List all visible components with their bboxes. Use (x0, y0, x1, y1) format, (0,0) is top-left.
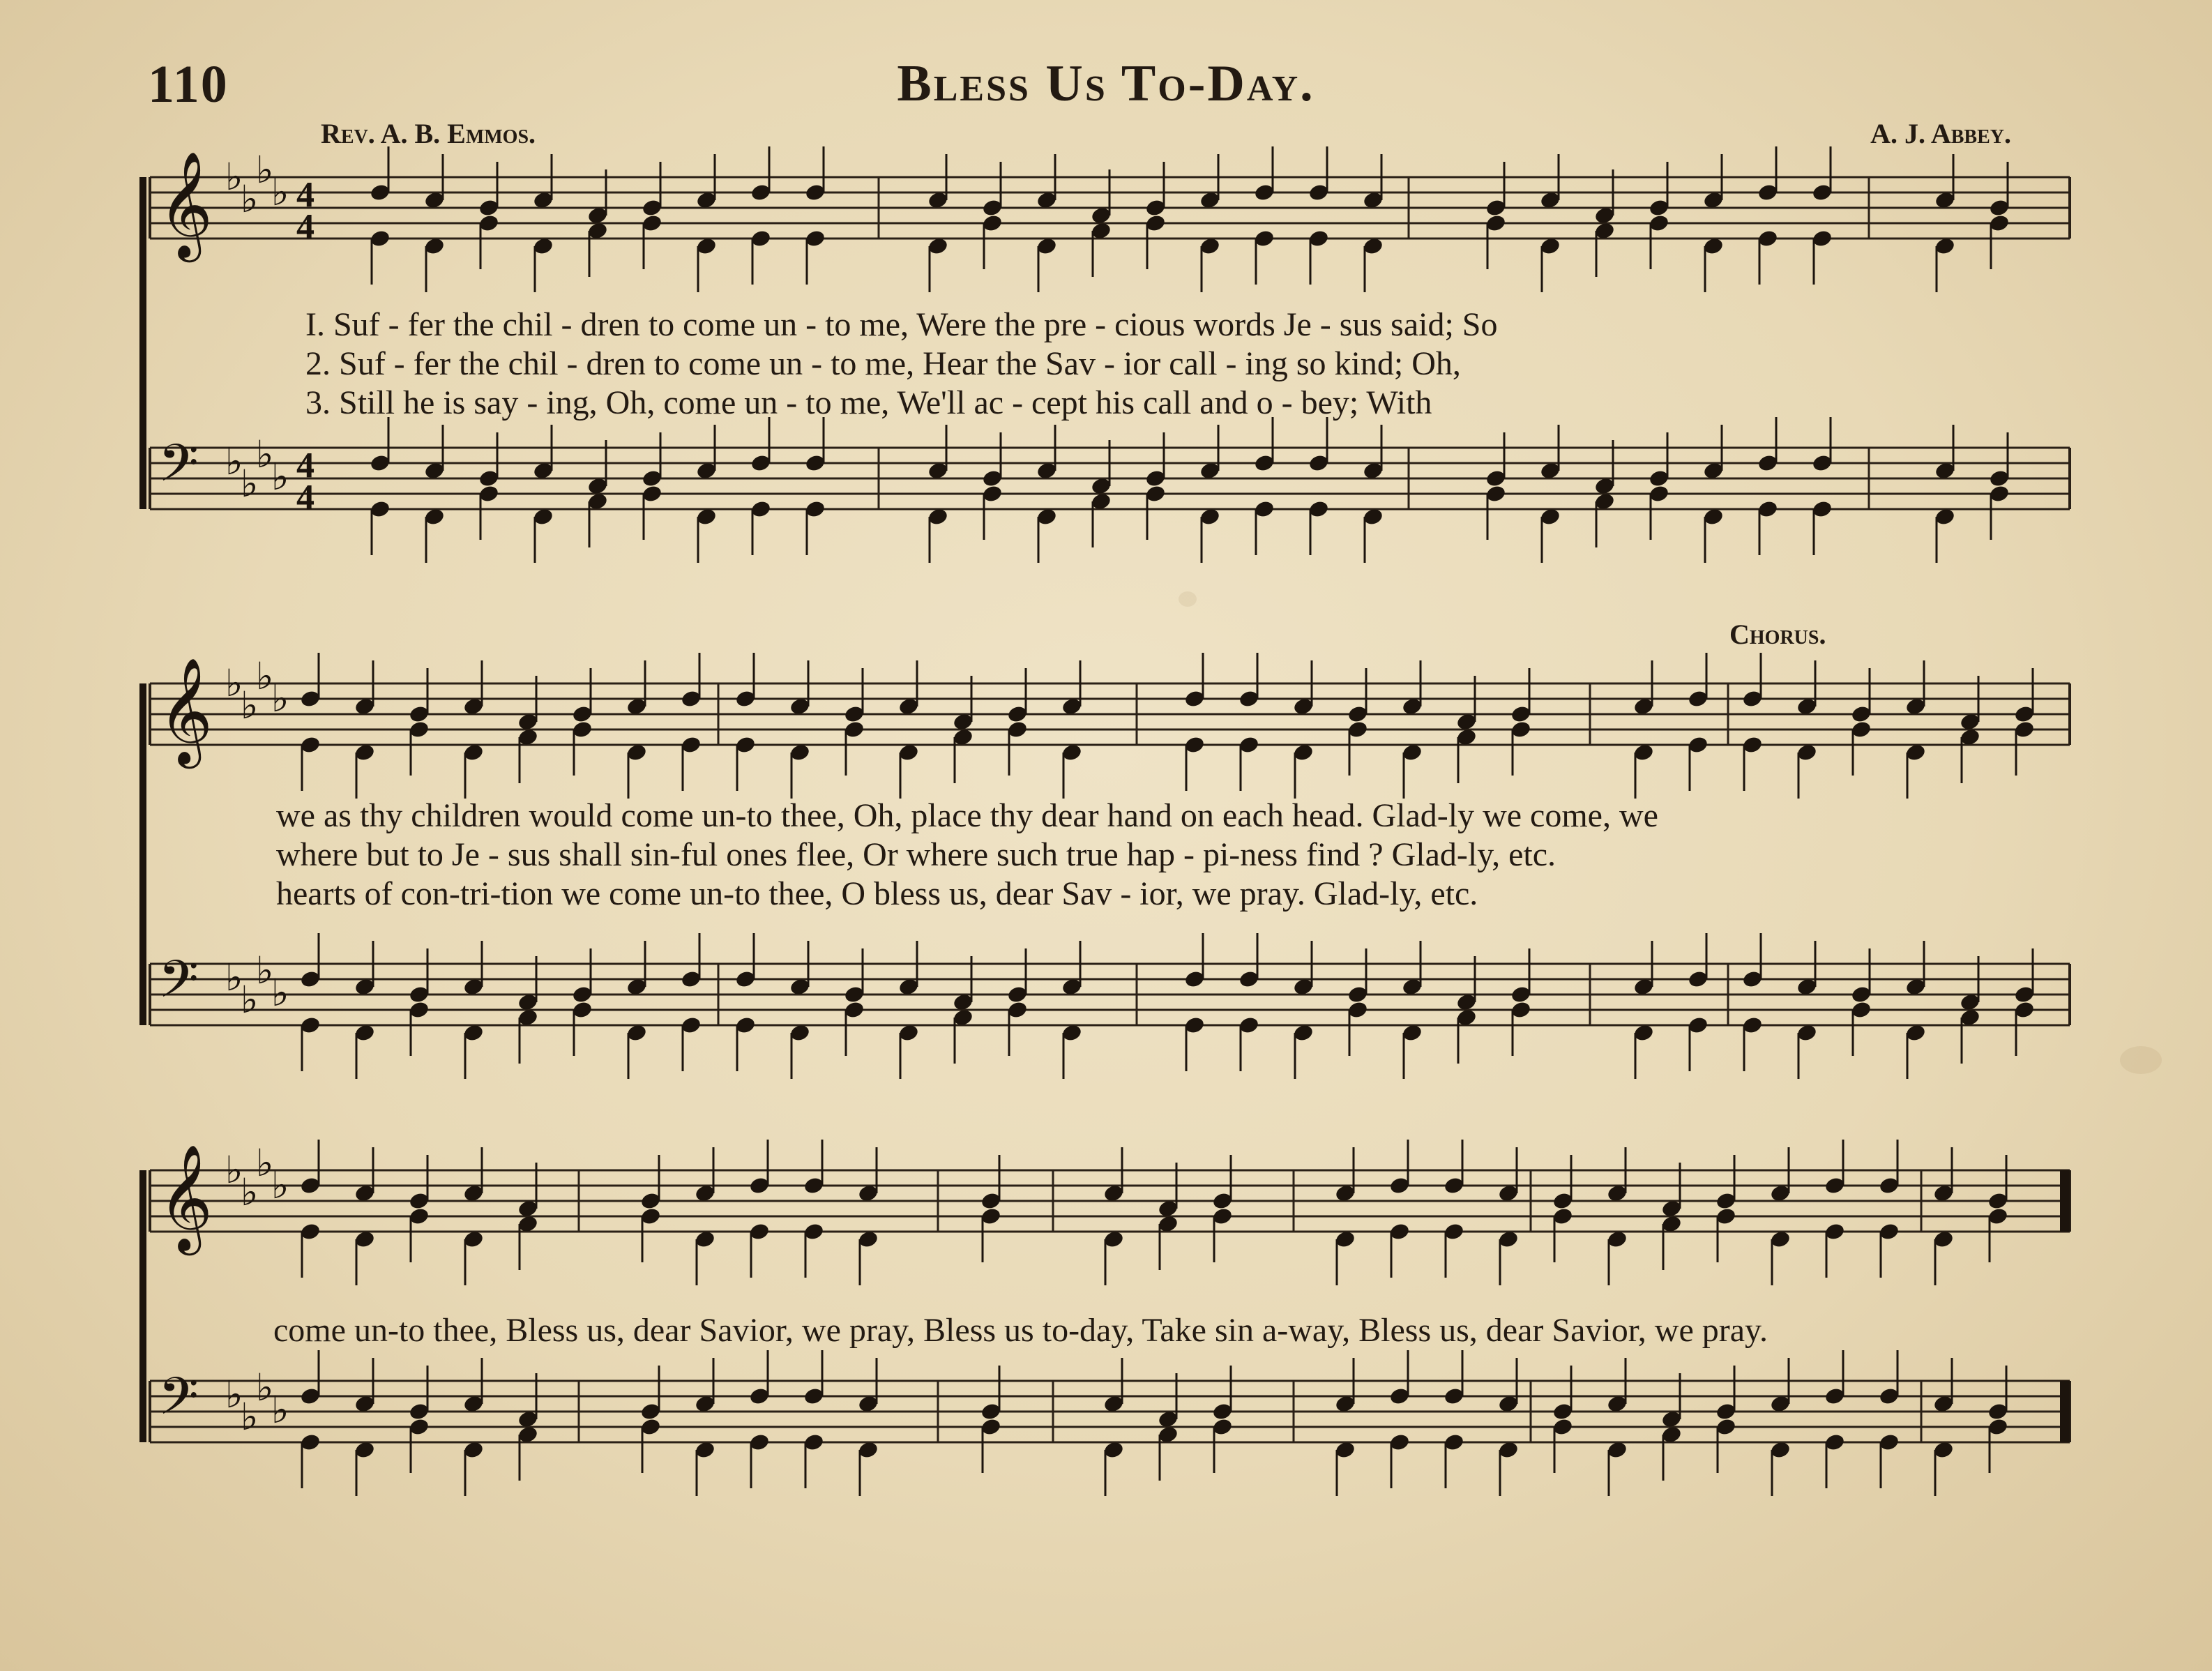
flat-sign-icon: ♭ (256, 432, 274, 476)
final-barline (2060, 1381, 2070, 1442)
bass-clef-icon: 𝄢 (158, 1366, 199, 1439)
time-signature-bottom: 4 (296, 478, 315, 517)
flat-sign-icon: ♭ (225, 661, 243, 705)
verse-2-line-2: where but to Je - sus shall sin-ful ones flee, Or where such true hap - pi-ness find ? Glad-ly, etc. (276, 836, 1556, 873)
flat-sign-icon: ♭ (225, 1373, 243, 1416)
bass-clef-icon: 𝄢 (158, 433, 199, 506)
flat-sign-icon: ♭ (225, 1148, 243, 1192)
chorus-refrain-line: come un-to thee, Bless us, dear Savior, we pray, Bless us to-day, Take sin a-way, Bless us, dear Savior, we pray. (273, 1312, 1768, 1349)
flat-sign-icon: ♭ (271, 1388, 289, 1432)
verse-2-line-1: 2. Suf - fer the chil - dren to come un - to me, Hear the Sav - ior call - ing so kind; Oh, (305, 345, 1461, 382)
song-title: Bless Us To-Day. (897, 55, 1315, 112)
composer-credit: A. J. Abbey. (1870, 118, 2011, 149)
page-number: 110 (148, 55, 229, 114)
flat-sign-icon: ♭ (241, 683, 259, 727)
flat-sign-icon: ♭ (271, 676, 289, 720)
verse-1-line-2: we as thy children would come un-to thee, Oh, place thy dear hand on each head. Glad-ly we come, we (276, 797, 1658, 834)
flat-sign-icon: ♭ (241, 462, 259, 506)
flat-sign-icon: ♭ (225, 955, 243, 999)
flat-sign-icon: ♭ (241, 1395, 259, 1439)
flat-sign-icon: ♭ (225, 155, 243, 199)
time-signature-bottom: 4 (296, 207, 315, 247)
time-signature-top: 4 (296, 175, 315, 215)
flat-sign-icon: ♭ (256, 148, 274, 192)
flat-sign-icon: ♭ (271, 455, 289, 499)
treble-clef-icon: 𝄞 (158, 657, 213, 764)
flat-sign-icon: ♭ (256, 654, 274, 698)
flat-sign-icon: ♭ (241, 978, 259, 1022)
time-signature-top: 4 (296, 446, 315, 485)
flat-sign-icon: ♭ (241, 1170, 259, 1214)
chorus-label: Chorus. (1729, 619, 1826, 650)
treble-clef-icon: 𝄞 (158, 1144, 213, 1251)
verse-3-line-1: 3. Still he is say - ing, Oh, come un - to me, We'll ac - cept his call and o - bey; With (305, 384, 1432, 421)
lyricist-credit: Rev. A. B. Emmos. (321, 118, 536, 149)
flat-sign-icon: ♭ (271, 971, 289, 1015)
flat-sign-icon: ♭ (256, 1141, 274, 1185)
verse-1-line-1: I. Suf - fer the chil - dren to come un - to me, Were the pre - cious words Je - sus said; So (305, 306, 1498, 343)
flat-sign-icon: ♭ (225, 439, 243, 483)
flat-sign-icon: ♭ (271, 1163, 289, 1207)
flat-sign-icon: ♭ (256, 1366, 274, 1409)
flat-sign-icon: ♭ (241, 177, 259, 221)
treble-clef-icon: 𝄞 (158, 151, 213, 258)
flat-sign-icon: ♭ (271, 170, 289, 214)
bass-clef-icon: 𝄢 (158, 949, 199, 1022)
verse-3-line-2: hearts of con-tri-tion we come un-to thee, O bless us, dear Sav - ior, we pray. Glad-ly, etc. (276, 875, 1478, 912)
flat-sign-icon: ♭ (256, 948, 274, 992)
final-barline (2060, 1170, 2070, 1232)
